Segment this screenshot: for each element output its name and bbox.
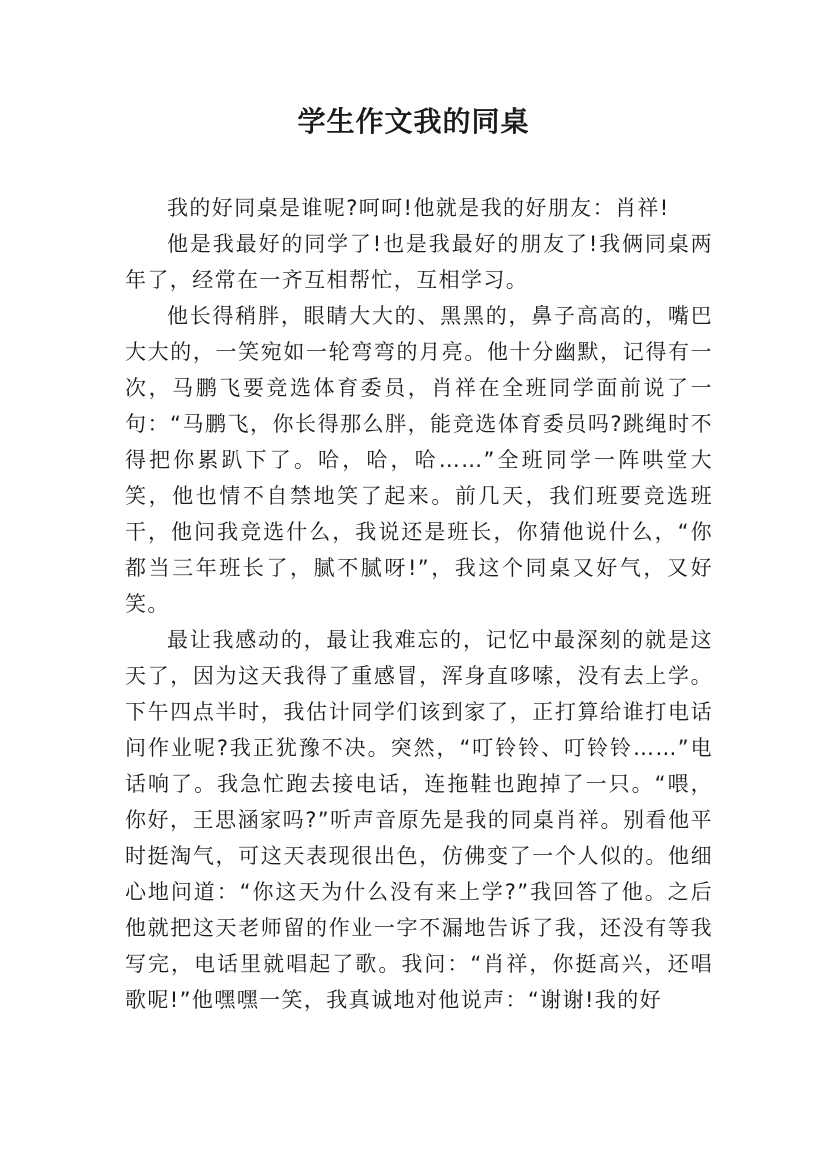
document-title: 学生作文我的同桌 bbox=[297, 105, 530, 138]
paragraph-4: 最让我感动的，最让我难忘的，记忆中最深刻的就是这天了，因为这天我得了重感冒，浑身直哆嗦，没有去上学。下午四点半时，我估计同学们该到家了，正打算给谁打电话问作业呢?我正犹豫不决。突然，“叮铃铃、叮铃铃……”电话响了。我急忙跑去接电话，连拖鞋也跑掉了一只。“喂，你好，王思涵家吗?”听声音原先是我的同桌肖祥。别看他平时挺淘气，可这天表现很出色，仿佛变了一个人似的。他细心地问道：“你这天为什么没有来上学?”我回答了他。之后他就把这天老师留的作业一字不漏地告诉了我，还没有等我写完，电话里就唱起了歌。我问：“肖祥，你挺高兴，还唱歌呢!”他嘿嘿一笑，我真诚地对他说声：“谢谢!我的好 bbox=[125, 628, 713, 1012]
paragraph-3: 他长得稍胖，眼睛大大的、黑黑的，鼻子高高的，嘴巴大大的，一笑宛如一轮弯弯的月亮。他十分幽默，记得有一次，马鹏飞要竞选体育委员，肖祥在全班同学面前说了一句：“马鹏飞，你长得那么胖，能竞选体育委员吗?跳绳时不得把你累趴下了。哈，哈，哈……”全班同学一阵哄堂大笑，他也情不自禁地笑了起来。前几天，我们班要竞选班干，他问我竞选什么，我说还是班长，你猜他说什么，“你都当三年班长了，腻不腻呀!”，我这个同桌又好气，又好笑。 bbox=[125, 304, 713, 616]
document-body bbox=[125, 190, 713, 1018]
paragraph-2: 他是我最好的同学了!也是我最好的朋友了!我俩同桌两年了，经常在一齐互相帮忙，互相学习。 bbox=[125, 232, 713, 292]
paragraph-1: 我的好同桌是谁呢?呵呵!他就是我的好朋友：肖祥! bbox=[167, 196, 670, 220]
